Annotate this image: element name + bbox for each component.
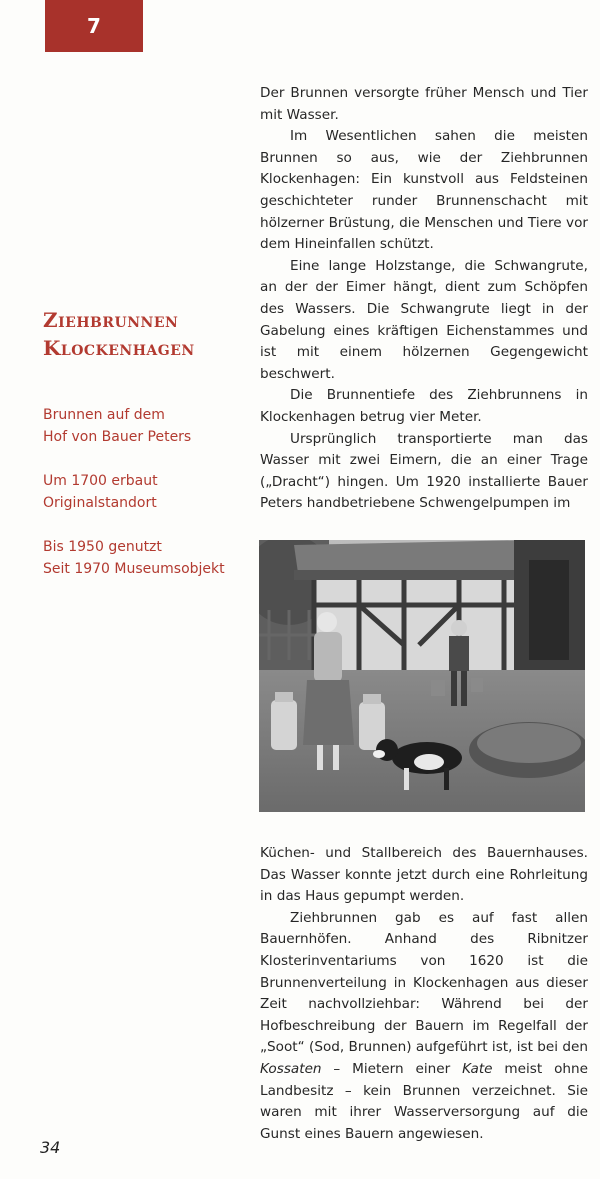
italic-term-kossaten: Kossaten xyxy=(260,1060,322,1077)
historic-farm-photo xyxy=(259,540,585,812)
fact-group-built xyxy=(43,470,248,514)
fact-group-usage xyxy=(43,536,248,580)
fact-line: Hof von Bauer Peters xyxy=(43,429,192,445)
paragraph-part: – Mietern einer xyxy=(321,1060,463,1077)
fact-line: Um 1700 erbaut xyxy=(43,473,158,489)
title-line-2: Klockenhagen xyxy=(43,336,195,360)
paragraph-part: meist ohne Landbesitz – kein Brunnen verzeichnet. Sie waren mit ihrer Wasserversorgung auf die Gunst eines Bauern angewiesen. xyxy=(260,1060,588,1142)
facts-list xyxy=(43,404,248,580)
section-title xyxy=(43,306,248,362)
paragraph xyxy=(260,908,588,1146)
photo-illustration xyxy=(259,540,585,812)
title-line-1: Ziehbrunnen xyxy=(43,308,179,332)
sidebar xyxy=(43,306,248,602)
fact-line: Bis 1950 genutzt xyxy=(43,539,162,555)
body-text-bottom xyxy=(260,843,588,1145)
chapter-number-box xyxy=(45,0,143,52)
fact-line: Originalstandort xyxy=(43,495,157,511)
paragraph: Der Brunnen versorgte früher Mensch und Tier mit Wasser. xyxy=(260,85,588,123)
paragraph: Küchen- und Stallbereich des Bauernhauses. Das Wasser konnte jetzt durch eine Rohrleitung in das Haus gepumpt werden. xyxy=(260,845,588,905)
paragraph: Eine lange Holzstange, die Schwangrute, an der der Eimer hängt, dient zum Schöpfen des Wassers. Die Schwangrute liegt in der Gabelung eines kräftigen Eichenstammes und ist mit einem hölzernen Gegengewicht beschwert. xyxy=(260,257,588,382)
page-number: 34 xyxy=(40,1138,61,1157)
italic-term-kate: Kate xyxy=(462,1060,493,1077)
body-text-top xyxy=(260,83,588,515)
fact-line: Brunnen auf dem xyxy=(43,407,165,423)
paragraph-part: Ziehbrunnen gab es auf fast allen Bauernhöfen. Anhand des Ribnitzer Klosterinventariums von 1620 ist die Brunnenverteilung in Klockenhagen aus dieser Zeit nachvollziehbar: Während bei der Hofbeschreibung der Bauern im Regelfall der „Soot“ (Sod, Brunnen) aufgeführt ist, ist bei den xyxy=(260,909,588,1056)
chapter-number: 7 xyxy=(87,14,101,38)
fact-group-location xyxy=(43,404,248,448)
fact-line: Seit 1970 Museumsobjekt xyxy=(43,561,225,577)
paragraph: Ursprünglich transportierte man das Wasser mit zwei Eimern, die an einer Trage („Dracht“) hingen. Um 1920 installierte Bauer Peters handbetriebene Schwengelpumpen im xyxy=(260,430,588,512)
paragraph: Die Brunnentiefe des Ziehbrunnens in Klockenhagen betrug vier Meter. xyxy=(260,387,588,425)
paragraph: Im Wesentlichen sahen die meisten Brunnen so aus, wie der Ziehbrunnen Klockenhagen: Ein kunstvoll aus Feldsteinen geschichteter runder Brunnenschacht mit hölzerner Brüstung, die Menschen und Tiere vor dem Hineinfallen schützt. xyxy=(260,128,588,253)
